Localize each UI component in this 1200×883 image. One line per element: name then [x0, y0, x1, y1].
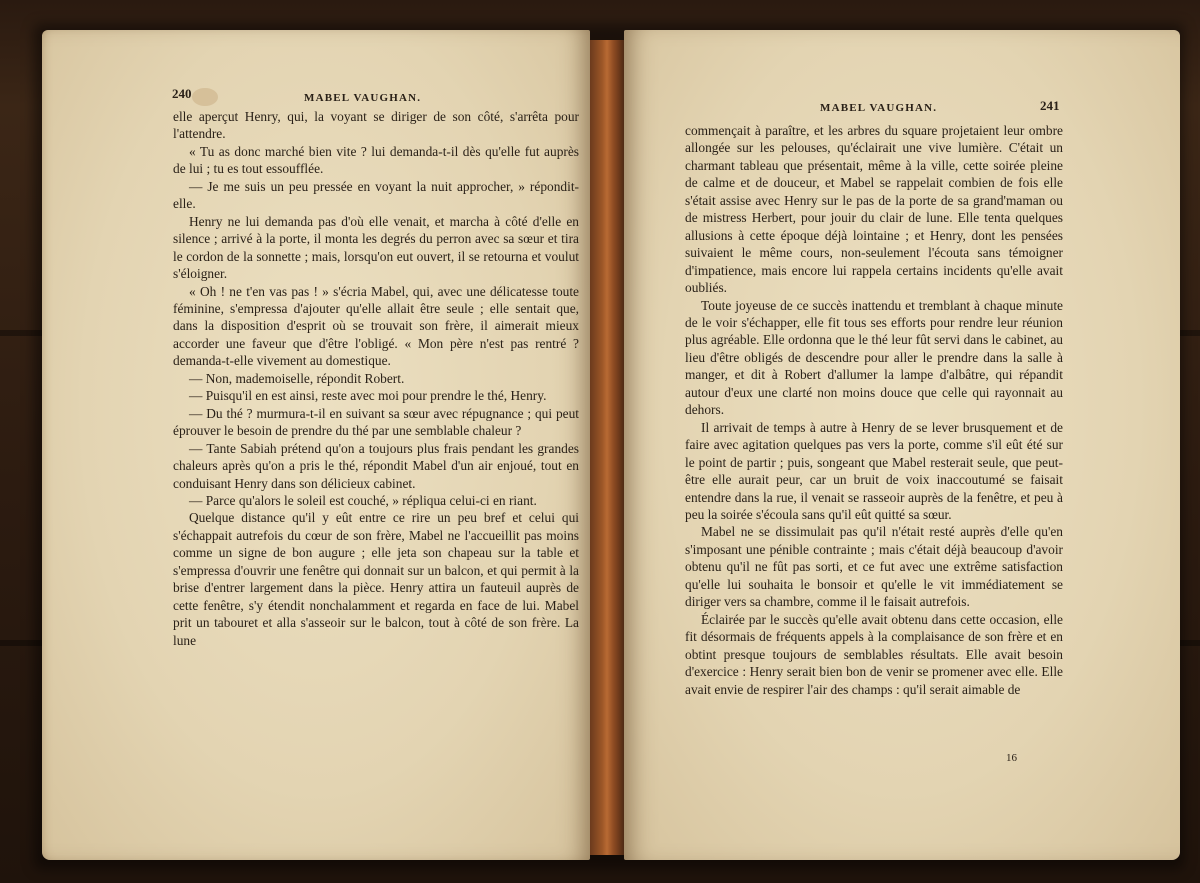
paragraph: « Tu as donc marché bien vite ? lui demanda-t-il dès qu'elle fut auprès de lui ; tu es tout essoufflée. — [173, 143, 579, 177]
paper-stain — [192, 88, 218, 106]
left-page-text — [173, 108, 579, 649]
paragraph: — Non, mademoiselle, répondit Robert. — [189, 370, 405, 386]
running-head: MABEL VAUGHAN. — [820, 102, 938, 114]
paragraph: Toute joyeuse de ce succès inattendu et tremblant à chaque minute de le voir s'échapper, elle fit tous ses efforts pour rendre leur réunion plus agréable. Elle ordonna que le thé leur fût servi dans le cabinet, au lieu d'être obligés de descendre pour aller le prendre dans la salle à manger, et dit à Robert d'allumer la lampe d'albâtre, qui répandit autour d'eux une clarté non moins douce que celle qui rayonnait au dehors. — [685, 297, 1063, 418]
running-head: MABEL VAUGHAN. — [304, 92, 422, 104]
left-page — [42, 30, 590, 860]
paragraph: Quelque distance qu'il y eût entre ce rire un peu bref et celui qui s'échappait autrefois du cœur de son frère, Mabel ne l'accueillit pas moins comme un signe de bon augure ; elle jeta son chapeau sur la table et s'empressa d'ouvrir une fenêtre qui donnait sur un balcon, et qui permit à la brise d'entrer largement dans la pièce. Henry attira un fauteuil auprès de cette fenêtre, s'y étendit nonchalamment et regarda en face de lui. Mabel prit un tabouret et alla s'asseoir sur le balcon, tout à côté de son frère. La lune — [173, 510, 579, 648]
paragraph: « Oh ! ne t'en vas pas ! » s'écria Mabel, qui, avec une délicatesse toute féminine, s'empressa d'ajouter qu'elle allait être seule ; elle sentait que, dans la disposition d'esprit où se trouvait son frère, il aimerait mieux accorder une faveur que d'être l'obligé. « Mon père n'est pas rentré ? demanda-t-elle vivement au domestique. — [173, 283, 579, 369]
paragraph: Il arrivait de temps à autre à Henry de se lever brusquement et de faire avec agitation quelques pas vers la porte, comme s'il eût été sur le point de partir ; puis, songeant que Mabel resterait seule, que peut-être elle aurait peur, car un bruit de voix inaccoutumé se faisait entendre dans la rue, il venait se rasseoir auprès de la fenêtre, et peu à peu la soirée s'écoula sans qu'il eût quitté sa sœur. — [685, 419, 1063, 522]
right-page — [624, 30, 1180, 860]
paragraph: commençait à paraître, et les arbres du square projetaient leur ombre allongée sur les pelouses, qu'éclairait une vive lumière. C'était un charmant tableau que présentait, même à la ville, cette soirée pleine de calme et de douceur, et Mabel se rappelait combien de fois elle s'était assise avec Henry sur le pas de la porte de sa grand'maman ou de mistress Herbert, pour jouir du clair de lune. Elle tenta quelques allusions à cette époque déjà lointaine ; et Henry, dont les pensées suivaient le même cours, non-seulement l'écouta sans témoigner d'impatience, mais encore lui rappela certains incidents qu'elle avait oubliés. — [685, 123, 1063, 296]
page-number: 240 — [172, 86, 192, 101]
paragraph: — Du thé ? murmura-t-il en suivant sa sœur avec répugnance ; qui peut éprouver le besoin de prendre du thé par une semblable chaleur ? — [173, 405, 579, 439]
right-page-text — [685, 122, 1063, 698]
book-spine — [590, 40, 624, 855]
paragraph: — Je me suis un peu pressée en voyant la nuit approcher, » répondit-elle. — [173, 178, 579, 212]
paragraph: — Parce qu'alors le soleil est couché, » répliqua celui-ci en riant. — [189, 492, 537, 508]
page-number: 241 — [1040, 98, 1060, 113]
paragraph: Mabel ne se dissimulait pas qu'il n'était resté auprès d'elle qu'en s'imposant une pénible contrainte ; mais c'était déjà beaucoup d'avoir obtenu qu'il ne fût pas sorti, et ce fut avec une extrême satisfaction qu'elle lui souhaita le bonsoir et qu'elle le vit immédiatement se diriger vers sa chambre, comme il le faisait autrefois. — [685, 524, 1063, 610]
paragraph: — Tante Sabiah prétend qu'on a toujours plus frais pendant les grandes chaleurs après qu'on a pris le thé, répondit Mabel d'un air enjoué, tout en conduisant Henry dans son délicieux cabinet. — [173, 440, 579, 491]
paragraph: elle aperçut Henry, qui, la voyant se diriger de son côté, s'arrêta pour l'attendre. — [173, 109, 579, 142]
paragraph: Éclairée par le succès qu'elle avait obtenu dans cette occasion, elle fit désormais de fréquents appels à la complaisance de son frère et en obtint presque toujours de semblables résultats. Elle avait besoin d'exercice : Henry serait bien bon de venir se promener avec elle. Elle avait envie de respirer l'air des champs : qu'il serait aimable de — [685, 611, 1063, 697]
paragraph: Henry ne lui demanda pas d'où elle venait, et marcha à côté d'elle en silence ; arrivé à la porte, il monta les degrés du perron avec sa sœur et tira le cordon de la sonnette ; mais, lorsqu'on eut ouvert, il se retourna et voulut s'éloigner. — [173, 213, 579, 282]
paragraph: — Puisqu'il en est ainsi, reste avec moi pour prendre le thé, Henry. — [189, 388, 547, 404]
signature-mark: 16 — [1006, 752, 1017, 764]
